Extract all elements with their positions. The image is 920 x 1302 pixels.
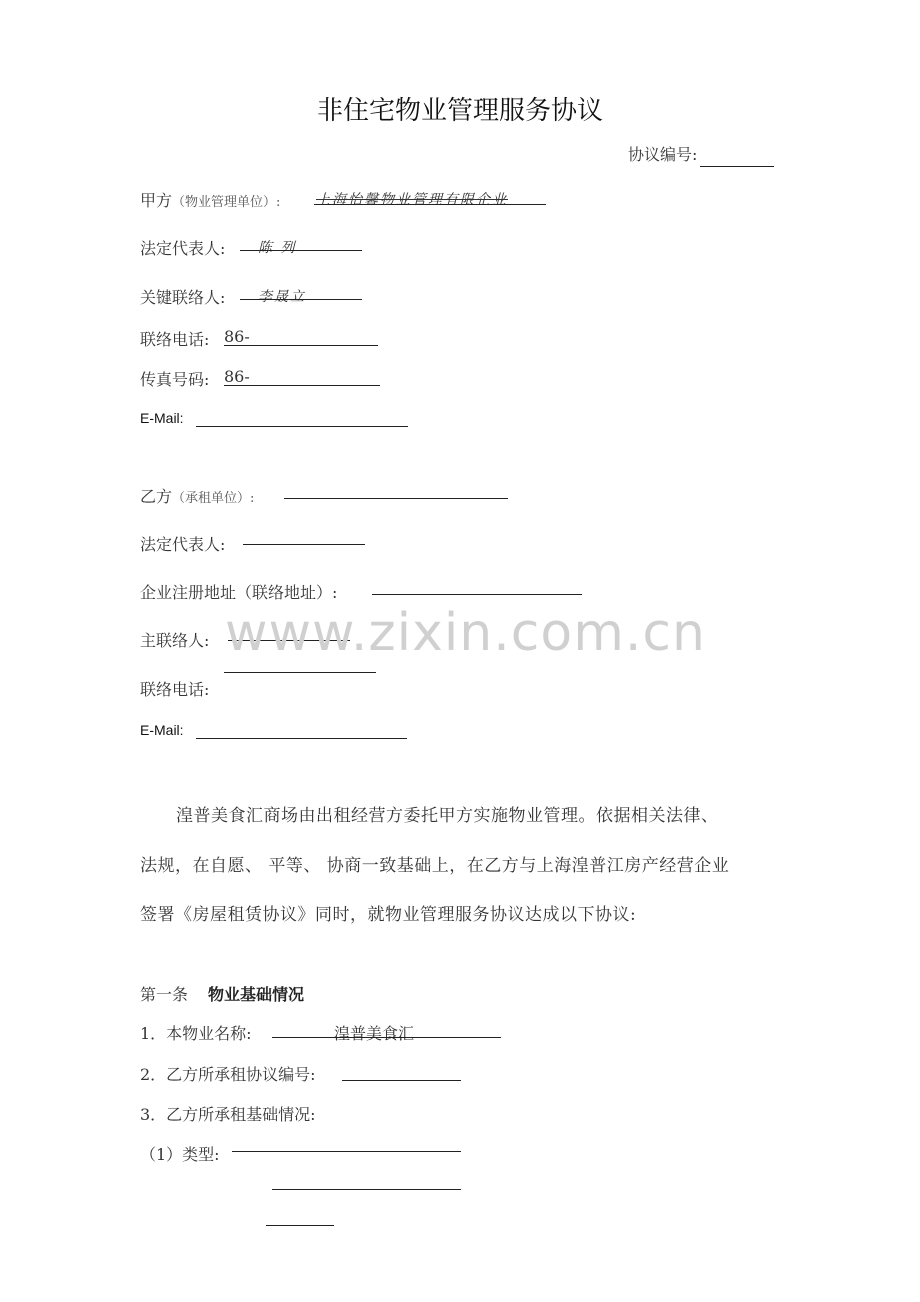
intro-line-1: 湟普美食汇商场由出租经营方委托甲方实施物业管理。依据相关法律、 xyxy=(176,806,719,826)
party-a-rep-value: 陈 列 xyxy=(258,240,297,256)
party-a-contact-label: 关键联络人: xyxy=(140,288,226,307)
party-a-label xyxy=(140,188,280,211)
party-b-address-label: 企业注册地址（联络地址）: xyxy=(140,583,338,602)
article-1-title: 物业基础情况 xyxy=(208,985,305,1004)
document-title: 非住宅物业管理服务协议 xyxy=(316,96,603,126)
extra-line-2 xyxy=(266,1205,334,1226)
property-name-value: 湟普美食汇 xyxy=(334,1024,415,1043)
party-b-phone-label: 联络电话: xyxy=(140,680,210,699)
lease-number-line xyxy=(342,1060,461,1081)
article-1-heading xyxy=(140,982,304,1005)
intro-line-2: 法规，在自愿、 平等、 协商一致基础上，在乙方与上海湟普江房产经营企业 xyxy=(140,856,730,876)
party-a-contact-line xyxy=(240,279,362,300)
party-a-name: 上海怡馨物业管理有限企业 xyxy=(316,192,508,208)
article-1-number: 第一条 xyxy=(140,985,189,1004)
party-a-email-label: E-Mail: xyxy=(140,410,184,426)
party-a-fax-line xyxy=(224,365,380,386)
party-a-email-line xyxy=(196,406,408,427)
party-b-email-label: E-Mail: xyxy=(140,722,184,738)
property-name-label: 1．本物业名称: xyxy=(140,1024,252,1043)
party-b-email-line xyxy=(196,718,407,739)
party-a-name-line xyxy=(314,184,546,205)
intro-line-3: 签署《房屋租赁协议》同时，就物业管理服务协议达成以下协议: xyxy=(140,905,637,925)
property-name-line xyxy=(272,1017,501,1038)
party-a-phone-value: 86- xyxy=(224,327,250,346)
party-a-fax-label: 传真号码: xyxy=(140,370,210,389)
agreement-number-label: 协议编号: xyxy=(628,145,698,164)
party-a-phone-label: 联络电话: xyxy=(140,330,210,349)
party-a-rep-line xyxy=(240,230,362,251)
party-a-contact-value: 李晟立 xyxy=(258,289,306,305)
party-b-label-suffix: （承租单位）: xyxy=(172,491,255,506)
agreement-number-blank xyxy=(700,146,774,167)
party-b-address-line xyxy=(372,574,582,595)
lease-basics-label: 3．乙方所承租基础情况: xyxy=(140,1105,316,1124)
party-b-label-text: 乙方 xyxy=(140,487,173,506)
extra-line-1 xyxy=(272,1169,461,1190)
type-label: （1）类型: xyxy=(140,1145,220,1164)
party-a-fax-value: 86- xyxy=(224,367,250,386)
lease-number-label: 2．乙方所承租协议编号: xyxy=(140,1065,316,1084)
party-b-contact-label: 主联络人: xyxy=(140,631,210,650)
party-b-name-line xyxy=(284,478,508,499)
party-a-label-suffix: （物业管理单位）: xyxy=(172,195,281,210)
party-a-phone-line xyxy=(224,325,378,346)
party-a-label-text: 甲方 xyxy=(140,191,173,210)
party-a-rep-label: 法定代表人: xyxy=(140,239,226,258)
party-b-rep-label: 法定代表人: xyxy=(140,535,226,554)
type-line xyxy=(232,1131,461,1152)
party-b-rep-line xyxy=(243,524,365,545)
party-b-label xyxy=(140,484,254,507)
watermark: www.zixin.com.cn xyxy=(225,603,706,663)
